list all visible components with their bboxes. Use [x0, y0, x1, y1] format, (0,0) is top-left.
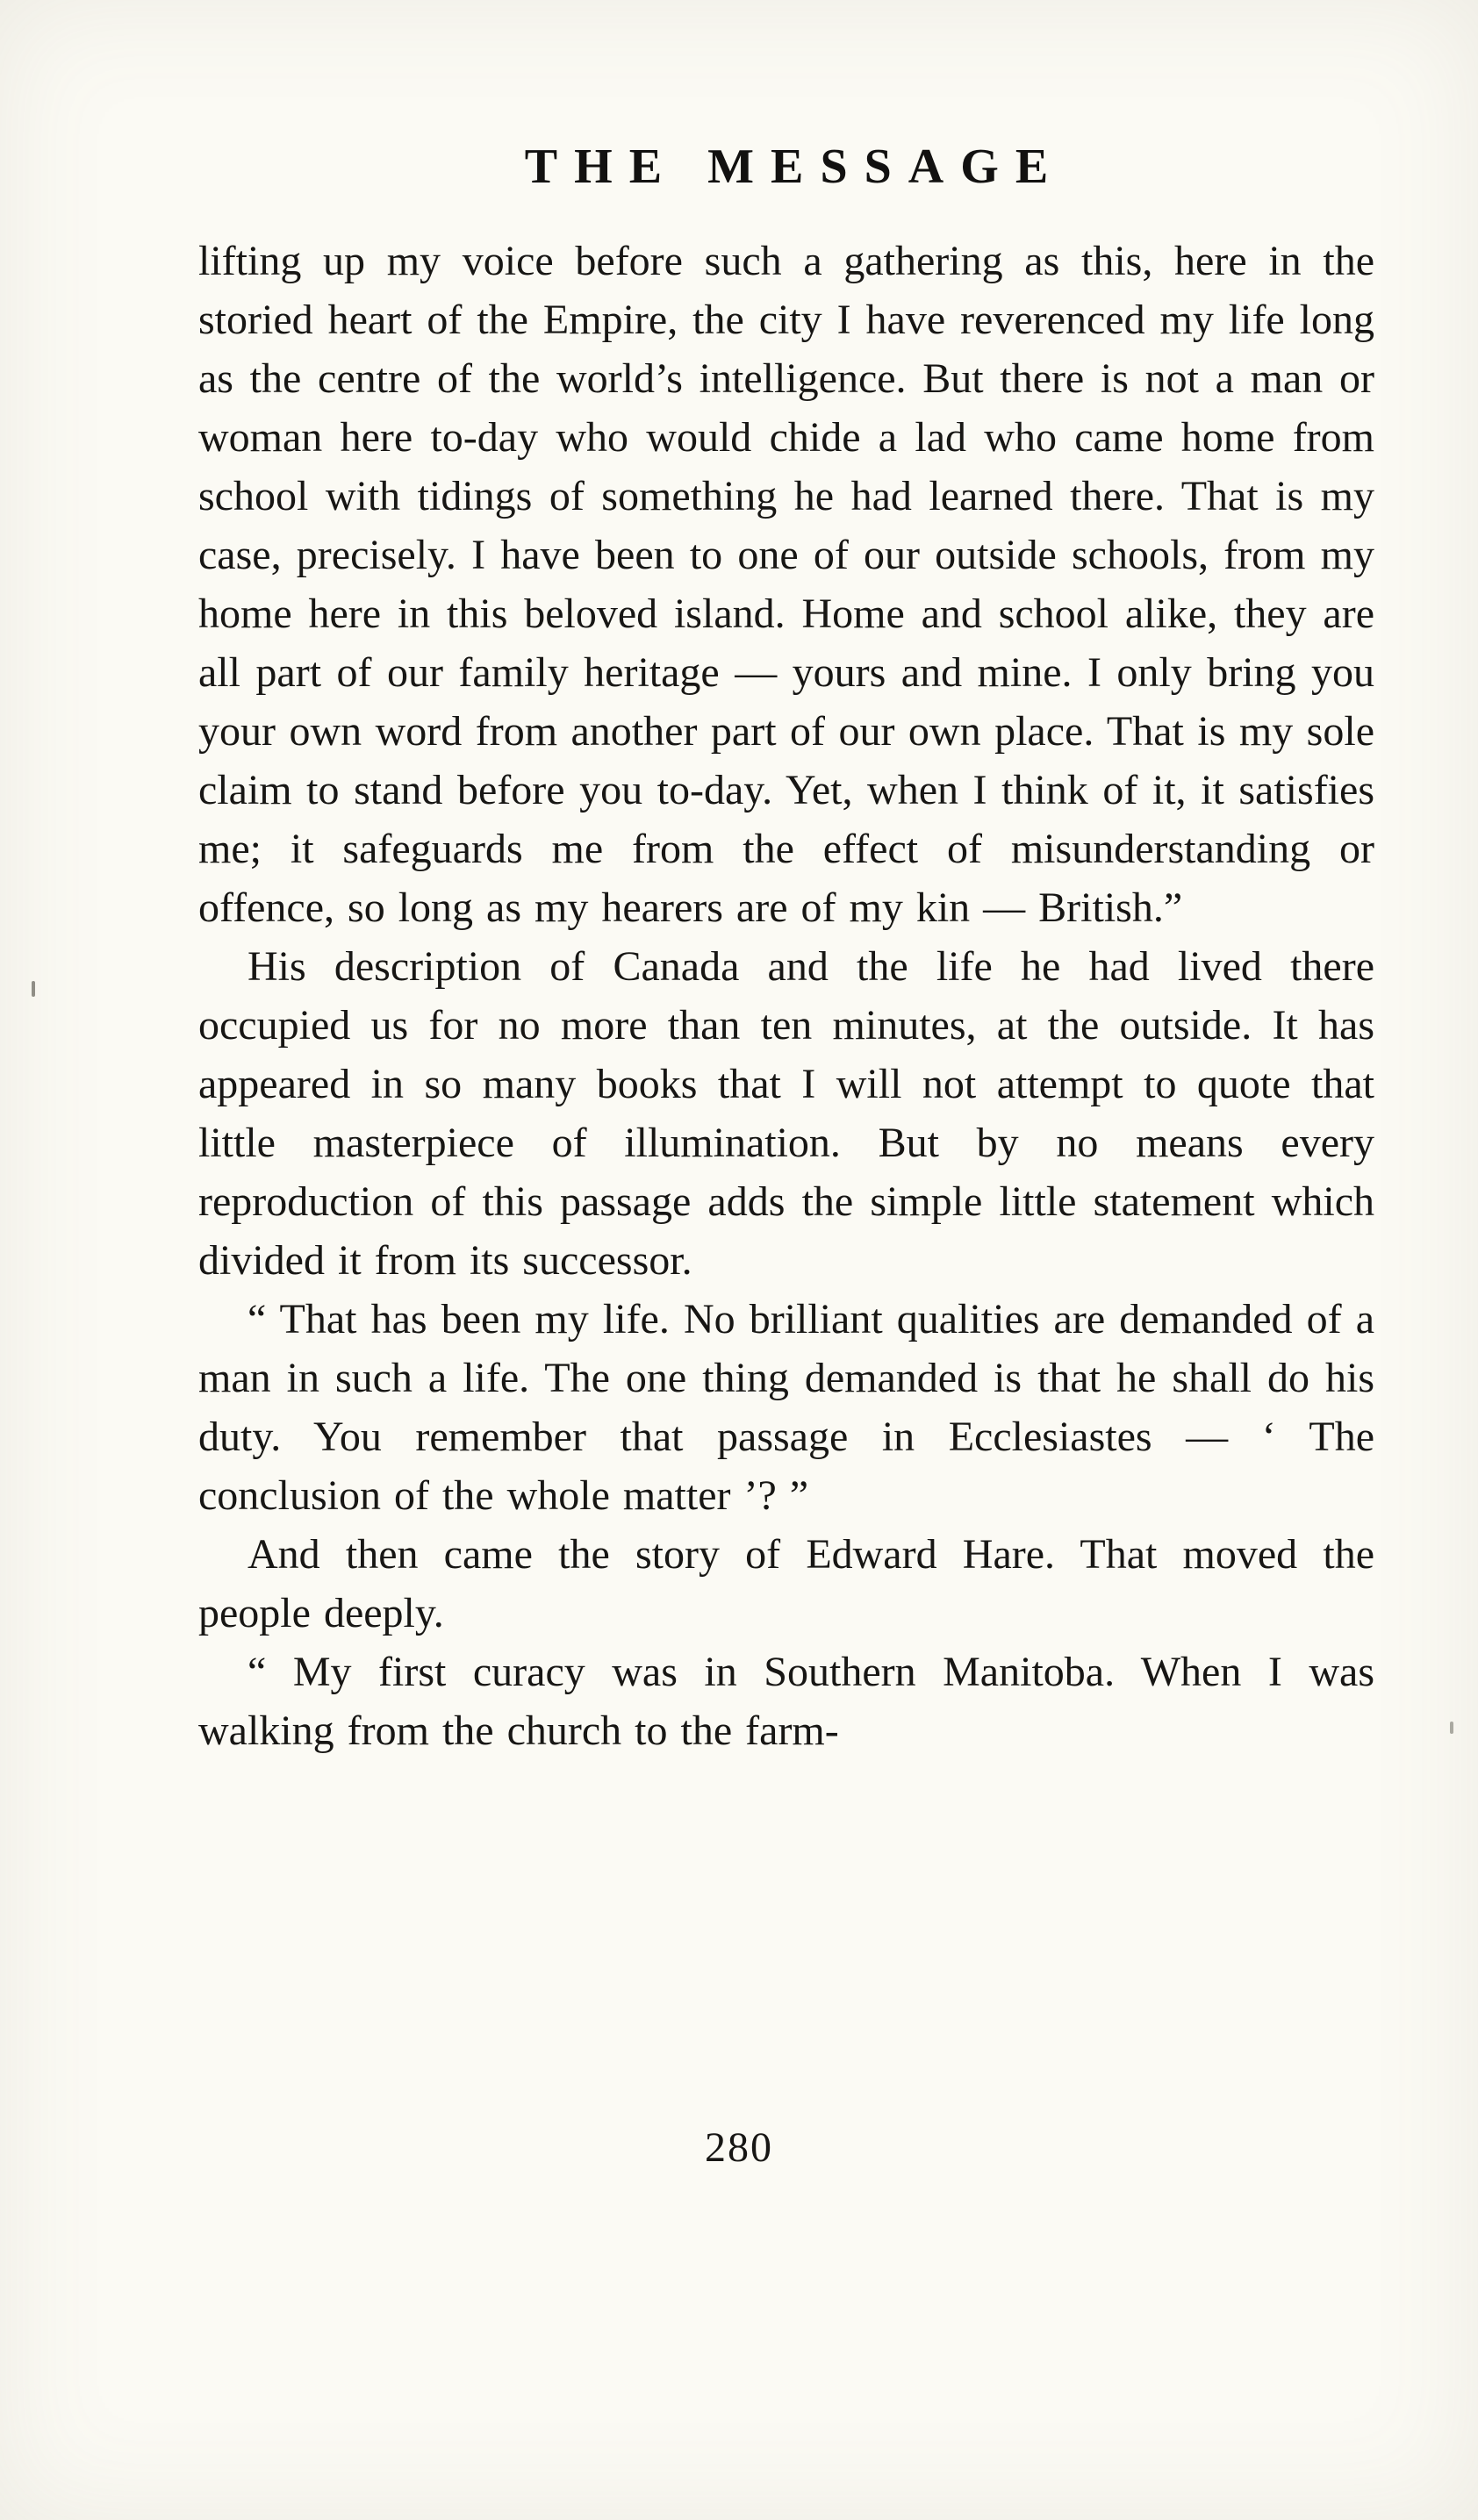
- paragraph: His description of Canada and the life he had lived there occupied us for no more than ten minutes, at the outside. It has appeared in so many books that I will not attempt to quote that little masterpiece of illumination. But by no means every reproduction of this passage adds the simple little statement which divided it from its successor.: [198, 943, 1374, 1284]
- page-title: THE MESSAGE: [524, 140, 1065, 194]
- scan-artifact: [1450, 1722, 1453, 1734]
- page-number: 280: [705, 2124, 773, 2171]
- scan-artifact: [32, 981, 35, 997]
- text-block: [198, 139, 1374, 1760]
- paragraph: lifting up my voice before such a gathering as this, here in the storied heart of the Empire, the city I have reverenced my life long as the centre of the world’s intelligence. But there is not a man or woman here to-day who would chide a lad who came home from school with tidings of something he had learned there. That is my case, precisely. I have been to one of our outside schools, from my home here in this beloved island. Home and school alike, they are all part of our family heritage — yours and mine. I only bring you your own word from another part of our own place. That is my sole claim to stand before you to-day. Yet, when I think of it, it satisfies me; it safeguards me from the effect of misunderstanding or offence, so long as my hearers are of my kin — British.”: [198, 238, 1374, 931]
- paragraph: “ That has been my life. No brilliant qualities are demanded of a man in such a life. The one thing demanded is that he shall do his duty. You remember that passage in Ecclesiastes — ‘ The conclusion of the whole matter ’? ”: [198, 1296, 1374, 1519]
- paragraph: “ My first curacy was in Southern Manitoba. When I was walking from the church to the farm-: [198, 1649, 1374, 1754]
- paragraph: And then came the story of Edward Hare. That moved the people deeply.: [198, 1531, 1374, 1636]
